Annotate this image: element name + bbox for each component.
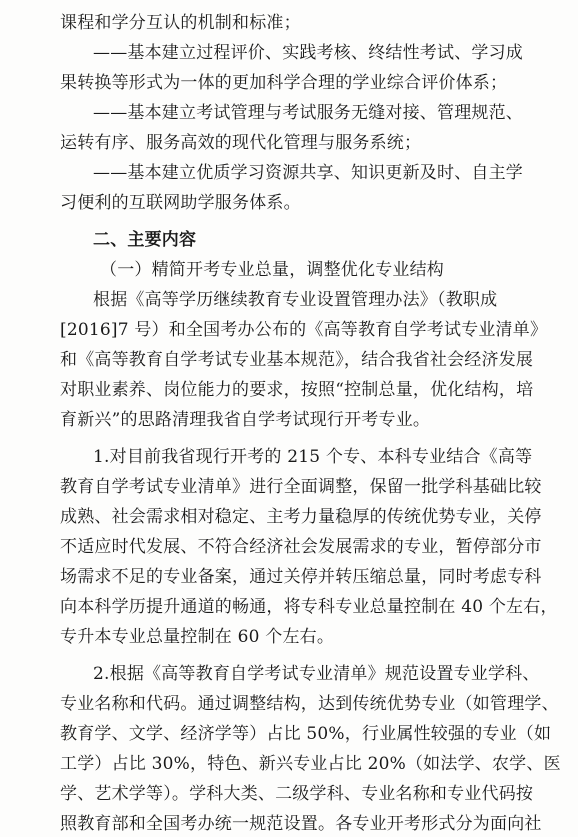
text-line: 运转有序、服务高效的现代化管理与服务系统； bbox=[60, 133, 422, 153]
section-heading: 二、主要内容 bbox=[93, 230, 197, 250]
text-line: 场需求不足的专业备案，通过关停并转压缩总量，同时考虑专科 bbox=[60, 567, 542, 587]
text-line: 课程和学分互认的机制和标准； bbox=[60, 13, 301, 33]
text-line: 教育自学考试专业清单》进行全面调整，保留一批学科基础比较 bbox=[60, 477, 542, 497]
text-line: ——基本建立优质学习资源共享、知识更新及时、自主学 bbox=[93, 163, 523, 183]
text-line: 不适应时代发展、不符合经济社会发展需求的专业，暂停部分市 bbox=[60, 537, 542, 557]
text-line: 专业名称和代码。通过调整结构，达到传统优势专业（如管理学、 bbox=[60, 694, 559, 714]
text-line: 和《高等教育自学考试专业基本规范》，结合我省社会经济发展 bbox=[60, 350, 534, 370]
text-line: 工学）占比 30%，特色、新兴专业占比 20%（如法学、农学、医 bbox=[60, 754, 561, 774]
text-line: 照教育部和全国考办统一规范设置。各专业开考形式分为面向社 bbox=[60, 814, 542, 834]
text-line: 教育学、文学、经济学等）占比 50%，行业属性较强的专业（如 bbox=[60, 724, 552, 744]
text-line: ——基本建立过程评价、实践考核、终结性考试、学习成 bbox=[93, 43, 523, 63]
text-line: 果转换等形式为一体的更加科学合理的学业综合评价体系； bbox=[60, 73, 508, 93]
text-line: 育新兴”的思路清理我省自学考试现行开考专业。 bbox=[60, 410, 431, 430]
text-line: 1.对目前我省现行开考的 215 个专、本科专业结合《高等 bbox=[93, 447, 533, 467]
text-line: 成熟、社会需求相对稳定、主考力量稳厚的传统优势专业，关停 bbox=[60, 507, 542, 527]
text-line: ——基本建立考试管理与考试服务无缝对接、管理规范、 bbox=[93, 103, 523, 123]
text-line: [2016]7 号）和全国考办公布的《高等教育自学考试专业清单》 bbox=[60, 320, 548, 340]
text-line: 2.根据《高等教育自学考试专业清单》规范设置专业学科、 bbox=[93, 664, 540, 684]
text-line: 根据《高等学历继续教育专业设置管理办法》（教职成 bbox=[93, 290, 498, 310]
subsection-heading: （一）精简开考专业总量，调整优化专业结构 bbox=[100, 260, 444, 280]
text-line: 专升本专业总量控制在 60 个左右。 bbox=[60, 627, 335, 647]
text-line: 习便利的互联网助学服务体系。 bbox=[60, 193, 301, 213]
text-line: 对职业素养、岗位能力的要求，按照“控制总量，优化结构，培 bbox=[60, 380, 534, 400]
text-line: 学、艺术学等）。学科大类、二级学科、专业名称和专业代码按 bbox=[60, 784, 534, 804]
text-line: 向本科学历提升通道的畅通，将专科专业总量控制在 40 个左右， bbox=[60, 597, 558, 617]
